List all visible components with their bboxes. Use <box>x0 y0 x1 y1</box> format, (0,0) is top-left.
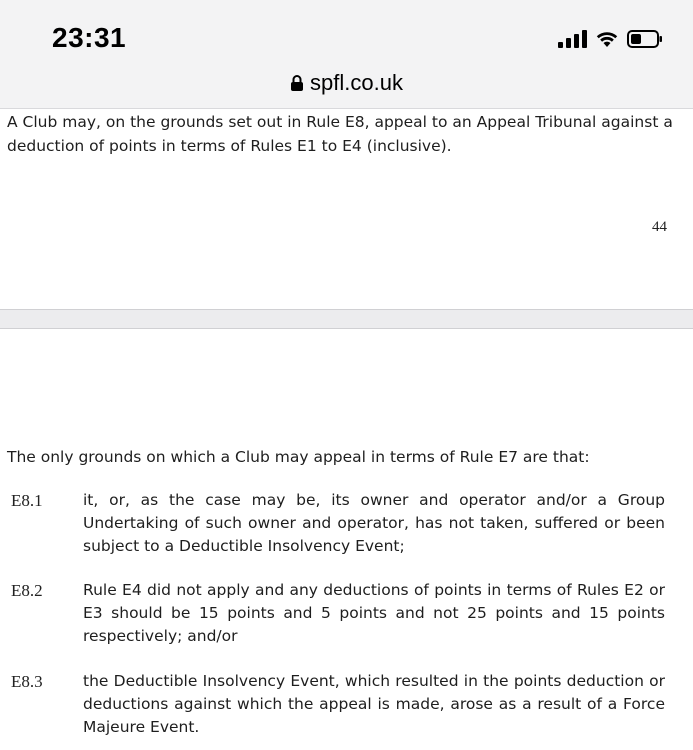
document-page <box>0 329 693 750</box>
wifi-icon <box>595 30 619 48</box>
battery-icon <box>627 30 663 48</box>
lock-icon <box>290 72 304 98</box>
rule-number: E8.3 <box>11 672 43 691</box>
url-bar[interactable] <box>0 70 693 98</box>
rule-number: E8.2 <box>11 581 43 600</box>
rule-number: E8.1 <box>11 491 43 510</box>
rule-text: the Deductible Insolvency Event, which resulted in the points deduction or deductions against which the appeal is made, arose as a result of a Force Majeure Event. <box>83 672 665 736</box>
browser-chrome <box>0 0 693 109</box>
cellular-signal-icon <box>558 30 587 48</box>
appeal-paragraph: A Club may, on the grounds set out in Rule E8, appeal to an Appeal Tribunal against a deduction of points in terms of Rules E1 to E4 (inclusive). <box>7 113 673 155</box>
status-time: 23:31 <box>52 22 127 53</box>
page-separator <box>0 309 693 329</box>
page-number: 44 <box>652 219 667 235</box>
grounds-intro: The only grounds on which a Club may appeal in terms of Rule E7 are that: <box>7 448 590 466</box>
status-icons <box>558 26 663 52</box>
rule-text: Rule E4 did not apply and any deductions of points in terms of Rules E2 or E3 should be 15 points and 5 points and not 25 points and 15 points respectively; and/or <box>83 581 665 645</box>
document-page <box>0 109 693 309</box>
url-text: spfl.co.uk <box>310 70 403 95</box>
rule-text: it, or, as the case may be, its owner and operator and/or a Group Undertaking of such owner and operator, has not taken, suffered or been subject to a Deductible Insolvency Event; <box>83 491 665 555</box>
